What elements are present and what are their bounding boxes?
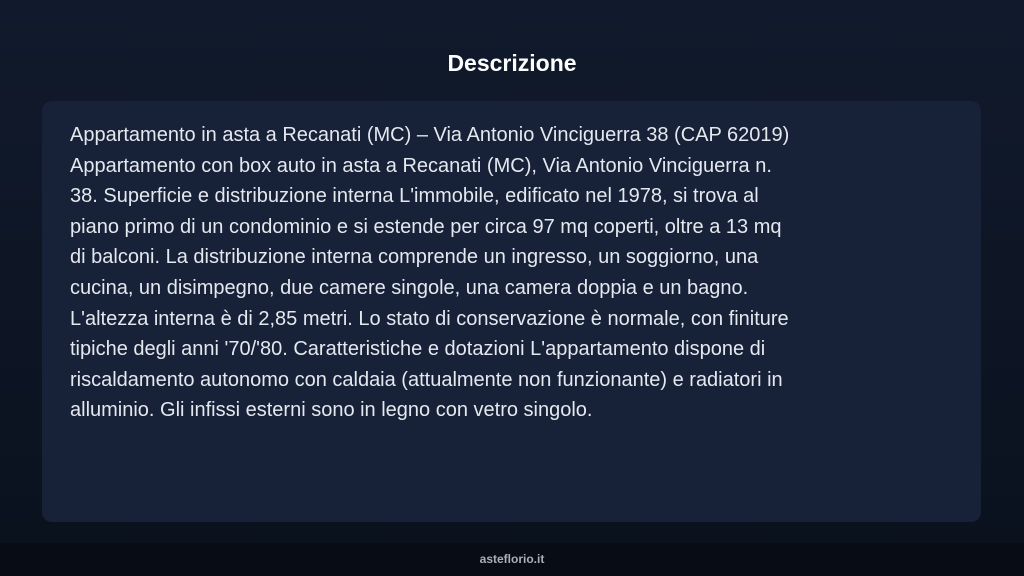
description-line: Appartamento in asta a Recanati (MC) – Via Antonio Vinciguerra 38 (CAP 62019) [70, 124, 790, 146]
footer-site-name: asteflorio.it [0, 543, 1024, 576]
description-line: Appartamento con box auto in asta a Recanati (MC), Via Antonio Vinciguerra n. [70, 154, 772, 177]
description-line: riscaldamento autonomo con caldaia (attualmente non funzionante) e radiatori in [70, 368, 783, 391]
description-line: L'altezza interna è di 2,85 metri. Lo stato di conservazione è normale, con finiture [70, 307, 789, 330]
description-line: cucina, un disimpegno, due camere singole, una camera doppia e un bagno. [70, 276, 749, 299]
description-line: alluminio. Gli infissi esterni sono in legno con vetro singolo. [70, 399, 593, 422]
description-panel [42, 101, 981, 522]
page-title: Descrizione [447, 50, 577, 76]
description-line: tipiche degli anni '70/'80. Caratteristiche e dotazioni L'appartamento dispone di [70, 338, 766, 361]
description-line: piano primo di un condominio e si estende per circa 97 mq coperti, oltre a 13 mq [70, 215, 782, 238]
description-line: 38. Superficie e distribuzione interna L'immobile, edificato nel 1978, si trova al [70, 185, 759, 208]
description-line: di balconi. La distribuzione interna comprende un ingresso, un soggiorno, una [70, 246, 759, 269]
